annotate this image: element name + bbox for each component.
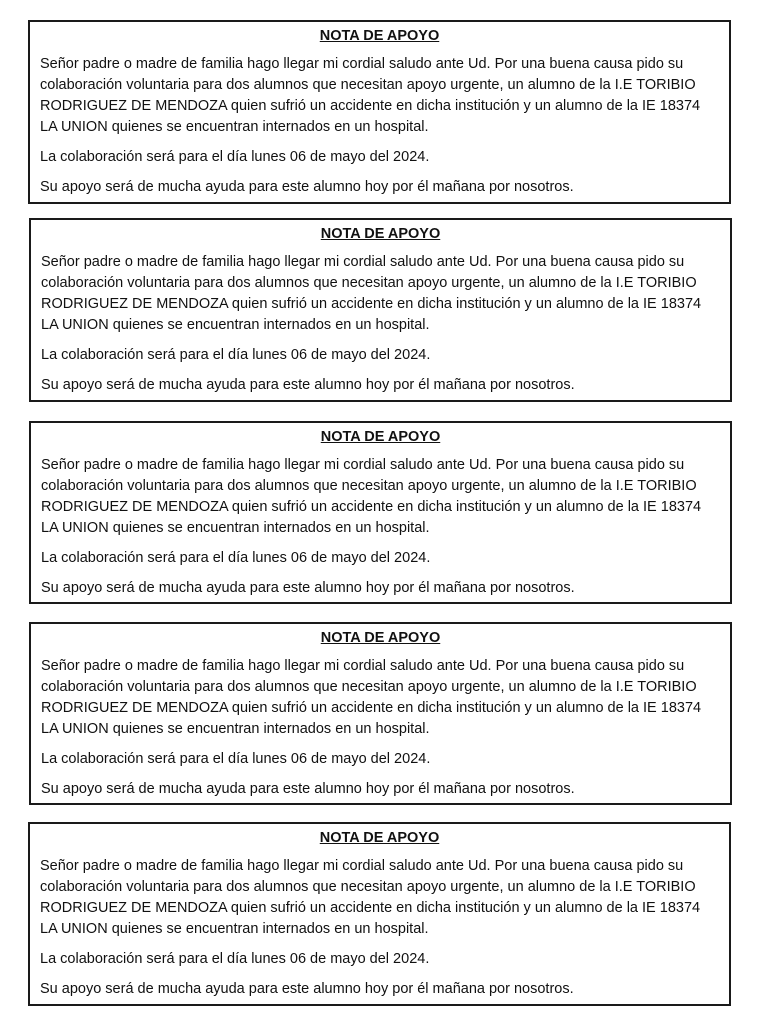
support-note-card (29, 622, 732, 805)
note-title: NOTA DE APOYO (320, 630, 441, 646)
note-title: NOTA DE APOYO (319, 830, 440, 846)
support-note-card (28, 822, 731, 1006)
support-note-card (29, 218, 732, 402)
note-closing-paragraph: Su apoyo será de mucha ayuda para este alumno hoy por él mañana por nosotros. (41, 781, 575, 797)
note-closing-paragraph: Su apoyo será de mucha ayuda para este alumno hoy por él mañana por nosotros. (40, 981, 574, 997)
note-request-paragraph: Señor padre o madre de familia hago llegar mi cordial saludo ante Ud. Por una buena causa pido su colaboración voluntaria para dos alumnos que necesitan apoyo urgente, un alumno de la I.E TORIBIO RODRIGUEZ DE MENDOZA quien sufrió un accidente en dicha institución y un alumno de la IE 18374 LA UNION quienes se encuentran internados en un hospital. (41, 658, 702, 737)
note-request-paragraph: Señor padre o madre de familia hago llegar mi cordial saludo ante Ud. Por una buena causa pido su colaboración voluntaria para dos alumnos que necesitan apoyo urgente, un alumno de la I.E TORIBIO RODRIGUEZ DE MENDOZA quien sufrió un accidente en dicha institución y un alumno de la IE 18374 LA UNION quienes se encuentran internados en un hospital. (41, 457, 702, 536)
note-title: NOTA DE APOYO (320, 226, 441, 242)
note-closing-paragraph: Su apoyo será de mucha ayuda para este alumno hoy por él mañana por nosotros. (41, 377, 575, 393)
note-closing-paragraph: Su apoyo será de mucha ayuda para este alumno hoy por él mañana por nosotros. (40, 179, 574, 195)
note-date-paragraph: La colaboración será para el día lunes 06 de mayo del 2024. (40, 951, 430, 967)
note-title: NOTA DE APOYO (320, 429, 441, 445)
note-title: NOTA DE APOYO (319, 28, 440, 44)
note-closing-paragraph: Su apoyo será de mucha ayuda para este alumno hoy por él mañana por nosotros. (41, 580, 575, 596)
note-request-paragraph: Señor padre o madre de familia hago llegar mi cordial saludo ante Ud. Por una buena causa pido su colaboración voluntaria para dos alumnos que necesitan apoyo urgente, un alumno de la I.E TORIBIO RODRIGUEZ DE MENDOZA quien sufrió un accidente en dicha institución y un alumno de la IE 18374 LA UNION quienes se encuentran internados en un hospital. (41, 254, 702, 333)
support-note-card (29, 421, 732, 604)
note-date-paragraph: La colaboración será para el día lunes 06 de mayo del 2024. (41, 550, 431, 566)
support-note-card (28, 20, 731, 204)
note-date-paragraph: La colaboración será para el día lunes 06 de mayo del 2024. (41, 751, 431, 767)
note-date-paragraph: La colaboración será para el día lunes 06 de mayo del 2024. (41, 347, 431, 363)
note-request-paragraph: Señor padre o madre de familia hago llegar mi cordial saludo ante Ud. Por una buena causa pido su colaboración voluntaria para dos alumnos que necesitan apoyo urgente, un alumno de la I.E TORIBIO RODRIGUEZ DE MENDOZA quien sufrió un accidente en dicha institución y un alumno de la IE 18374 LA UNION quienes se encuentran internados en un hospital. (40, 56, 701, 135)
note-request-paragraph: Señor padre o madre de familia hago llegar mi cordial saludo ante Ud. Por una buena causa pido su colaboración voluntaria para dos alumnos que necesitan apoyo urgente, un alumno de la I.E TORIBIO RODRIGUEZ DE MENDOZA quien sufrió un accidente en dicha institución y un alumno de la IE 18374 LA UNION quienes se encuentran internados en un hospital. (40, 858, 701, 937)
note-date-paragraph: La colaboración será para el día lunes 06 de mayo del 2024. (40, 149, 430, 165)
